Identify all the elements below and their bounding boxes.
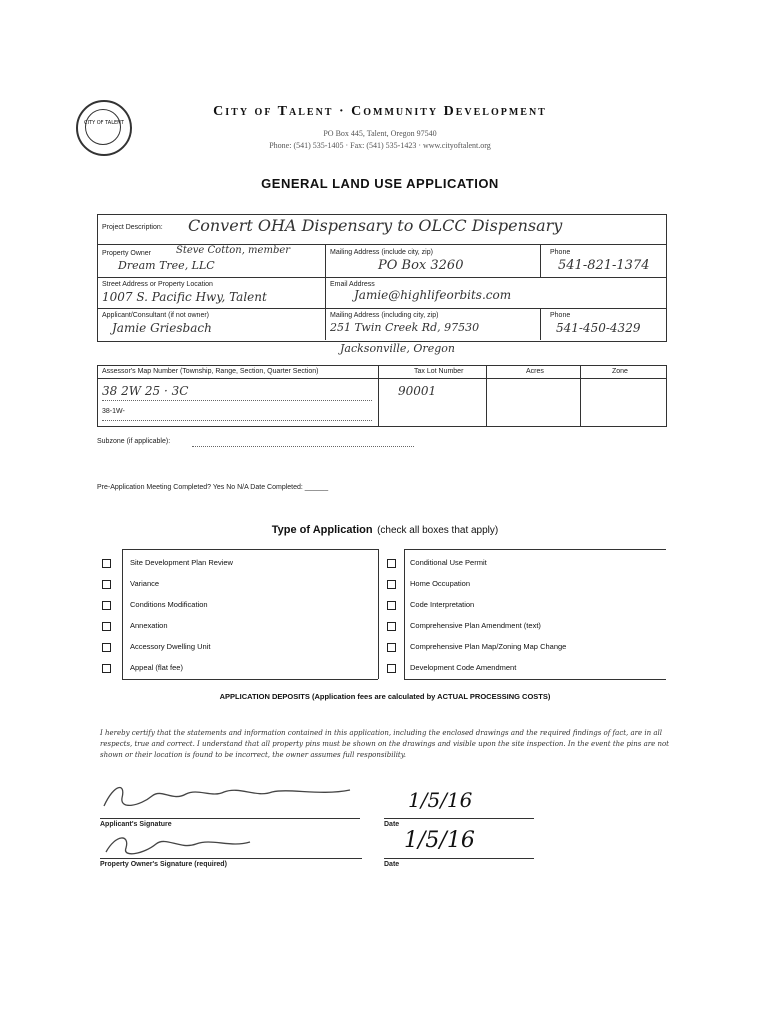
checkbox-code-amendment[interactable] (387, 664, 396, 673)
checkbox-appeal[interactable] (102, 664, 111, 673)
owner-signature-mark (100, 830, 270, 860)
email-value[interactable]: Jamie@highlifeorbits.com (354, 288, 512, 302)
checkbox-comp-plan-text[interactable] (387, 622, 396, 631)
option-conditions-modification: Conditions Modification (130, 600, 208, 609)
checkbox-comp-plan-map[interactable] (387, 643, 396, 652)
option-code-interpretation: Code Interpretation (410, 600, 475, 609)
checkbox-conditions-modification[interactable] (102, 601, 111, 610)
type-subheading-text: (check all boxes that apply) (377, 525, 499, 536)
city-contact: Phone: (541) 535-1405 · Fax: (541) 535-1423 · www.cityoftalent.org (269, 141, 491, 150)
option-site-development: Site Development Plan Review (130, 558, 233, 567)
checkbox-code-interpretation[interactable] (387, 601, 396, 610)
map-number-value-2[interactable]: 38-1W- (102, 408, 125, 415)
owner-date-label: Date (384, 861, 400, 868)
tax-lot-label: Tax Lot Number (414, 368, 464, 375)
type-of-application-heading (0, 520, 770, 538)
type-heading-text: Type of Application (271, 524, 373, 536)
checkbox-home-occupation[interactable] (387, 580, 396, 589)
pre-application-label: Pre-Application Meeting Completed? Yes No N/A Date Completed: ______ (97, 484, 329, 491)
checkbox-annexation[interactable] (102, 622, 111, 631)
map-number-label: Assessor's Map Number (Township, Range, Section, Quarter Section) (102, 368, 319, 375)
option-variance: Variance (130, 579, 160, 588)
acres-label: Acres (526, 368, 544, 375)
application-deposits-note: APPLICATION DEPOSITS (Application fees are calculated by ACTUAL PROCESSING COSTS) (219, 692, 551, 701)
seal-inner-ring (85, 109, 121, 145)
applicant-signature-mark (100, 776, 360, 820)
form-title: GENERAL LAND USE APPLICATION (261, 176, 499, 191)
subzone-input[interactable] (192, 446, 414, 447)
street-address-label: Street Address or Property Location (102, 281, 213, 288)
certification-text: I hereby certify that the statements and information contained in this application, including the enclosed drawings and the required findings of fact, are in all respects, true and correct. I understand that all property pins must be shown on the drawings and visible upon the site inspection. In the event the pins are not shown or their location is found to be incorrect, the owner assumes full responsibility. (100, 729, 669, 759)
subzone-label: Subzone (if applicable): (97, 438, 171, 445)
option-comp-plan-text: Comprehensive Plan Amendment (text) (410, 621, 541, 630)
mailing-address-label: Mailing Address (include city, zip) (330, 249, 433, 256)
property-owner-value[interactable]: Steve Cotton, member (176, 245, 291, 256)
applicant-date-label: Date (384, 821, 400, 828)
street-address-value[interactable]: 1007 S. Pacific Hwy, Talent (102, 290, 267, 304)
city-header: City of Talent · Community Development (213, 104, 547, 119)
applicant-mailing-value[interactable]: 251 Twin Creek Rd, 97530 (330, 321, 480, 334)
phone-label: Phone (550, 249, 571, 256)
option-accessory-dwelling: Accessory Dwelling Unit (130, 642, 211, 651)
option-conditional-use: Conditional Use Permit (410, 558, 487, 567)
phone-value[interactable]: 541-821-1374 (558, 258, 650, 273)
owner-signature-label: Property Owner's Signature (required) (100, 861, 227, 868)
checkbox-variance[interactable] (102, 580, 111, 589)
city-seal (76, 100, 132, 156)
checkbox-conditional-use[interactable] (387, 559, 396, 568)
option-appeal: Appeal (flat fee) (130, 663, 183, 672)
zone-label: Zone (612, 368, 628, 375)
applicant-city-value[interactable]: Jacksonville, Oregon (340, 342, 455, 355)
option-annexation: Annexation (130, 621, 168, 630)
project-description-value[interactable]: Convert OHA Dispensary to OLCC Dispensary (188, 216, 563, 235)
property-owner-label: Property Owner (102, 250, 152, 257)
applicant-phone-label: Phone (550, 312, 571, 319)
applicant-value[interactable]: Jamie Griesbach (112, 321, 212, 335)
applicant-mailing-label: Mailing Address (including city, zip) (330, 312, 439, 319)
city-address: PO Box 445, Talent, Oregon 97540 (323, 129, 437, 138)
tax-lot-value[interactable]: 90001 (398, 384, 437, 398)
email-label: Email Address (330, 281, 375, 288)
seal-text: CITY OF TALENT (84, 120, 124, 126)
project-description-label: Project Description: (102, 224, 163, 231)
applicant-date-value[interactable]: 1/5/16 (408, 788, 473, 812)
checkbox-site-development[interactable] (102, 559, 111, 568)
mailing-address-value[interactable]: PO Box 3260 (378, 258, 464, 273)
checkbox-accessory-dwelling[interactable] (102, 643, 111, 652)
applicant-signature-label: Applicant's Signature (100, 821, 172, 828)
applicant-phone-value[interactable]: 541-450-4329 (556, 321, 641, 335)
option-home-occupation: Home Occupation (410, 579, 471, 588)
property-owner-company[interactable]: Dream Tree, LLC (118, 259, 215, 272)
applicant-label: Applicant/Consultant (if not owner) (102, 312, 209, 319)
owner-date-value[interactable]: 1/5/16 (404, 828, 475, 853)
map-number-value-1[interactable]: 38 2W 25 · 3C (102, 384, 189, 398)
option-comp-plan-map: Comprehensive Plan Map/Zoning Map Change (410, 642, 567, 651)
option-code-amendment: Development Code Amendment (410, 663, 517, 672)
